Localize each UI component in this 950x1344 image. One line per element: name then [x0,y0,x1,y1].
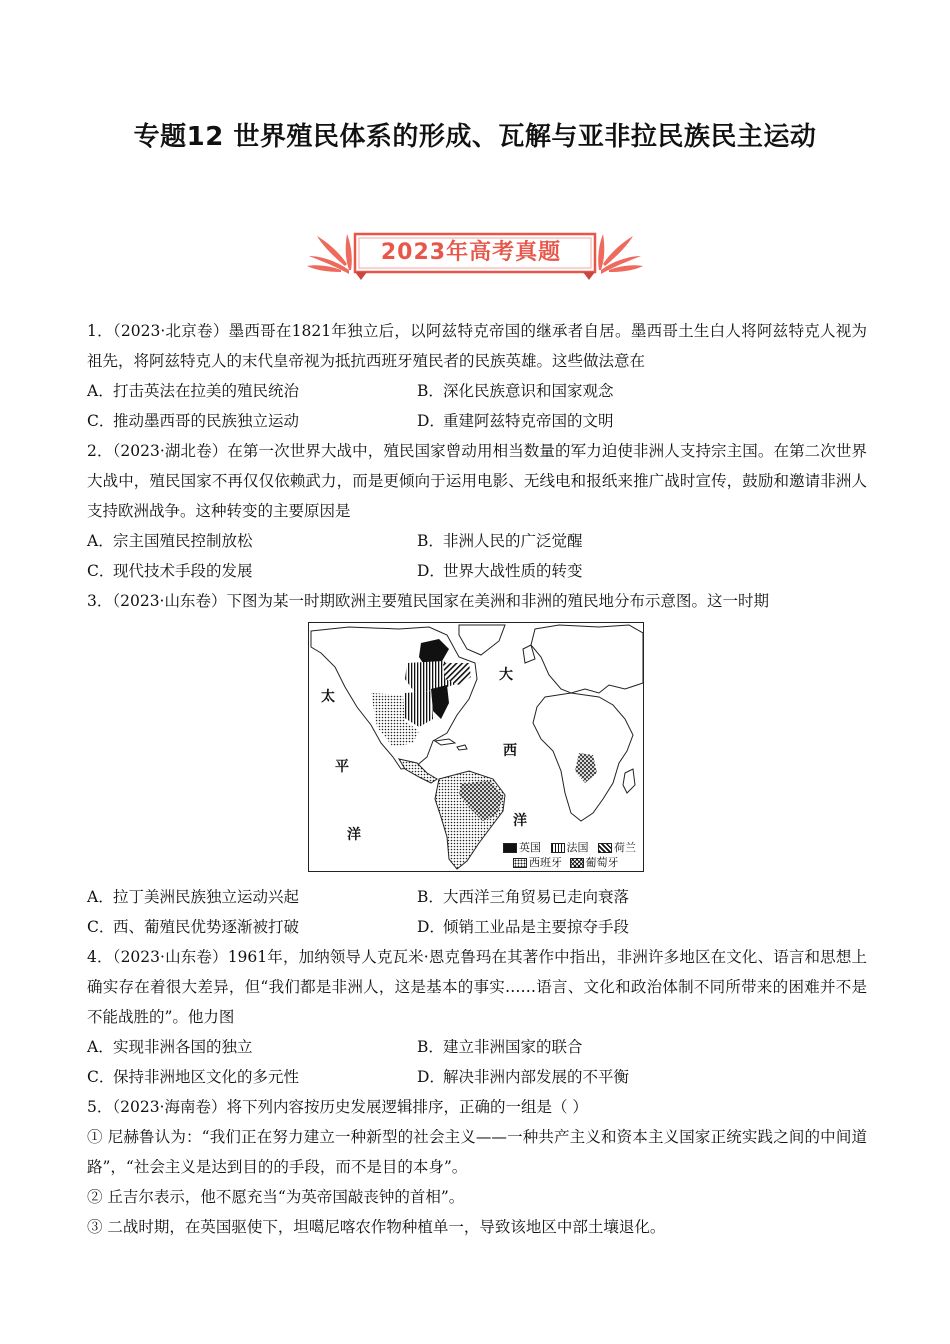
sequence-item-3: ③ 二战时期，在英国驱使下，坦噶尼喀农作物种植单一，导致该地区中部土壤退化。 [87,1218,666,1236]
legend-label: 葡萄牙 [585,856,619,869]
question-stem: 2．（2023·湖北卷）在第一次世界大战中，殖民国家曾动用相当数量的军力迫使非洲人支持宗主国。在第二次世界大战中，殖民国家不再仅仅依赖武力，而是更倾向于运用电影、无线电和报纸来推广战时宣传，鼓励和邀请非洲人支持欧洲战争。这种转变的主要原因是 [87,442,867,520]
option-text: 打击英法在拉美的殖民统治 [113,382,300,400]
option-letter: B． [417,1038,444,1056]
caribbean-island [435,739,455,745]
question-4 [87,942,867,1092]
option-a[interactable] [87,1032,417,1062]
question-5 [87,1092,867,1242]
option-letter: A． [87,1038,114,1056]
option-letter: C． [87,562,115,580]
option-text: 世界大战性质的转变 [443,562,583,580]
option-c[interactable] [87,556,417,586]
option-c[interactable] [87,912,417,942]
sequence-item-2: ② 丘吉尔表示，他不愿充当“为英帝国敲丧钟的首相”。 [87,1188,465,1206]
ocean-label-atlantic-2: 西 [503,743,517,759]
legend-swatch-dots [513,858,527,868]
map-legend-row-2 [513,856,619,869]
map-figure-wrap [87,622,867,880]
legend-item-spain [513,856,562,869]
option-text: 重建阿兹特克帝国的文明 [443,412,614,430]
option-letter: C． [87,918,115,936]
option-d[interactable] [417,1062,747,1092]
caribbean-island [457,745,467,750]
option-letter: C． [87,1068,115,1086]
question-3 [87,586,867,942]
question-stem: 1．（2023·北京卷）墨西哥在1821年独立后，以阿兹特克帝国的继承者自居。墨西哥土生白人将阿兹特克人视为祖先，将阿兹特克人的末代皇帝视为抵抗西班牙殖民者的民族英雄。这些做法意在 [87,322,867,370]
option-a[interactable] [87,526,417,556]
legend-label: 西班牙 [529,856,562,869]
option-d[interactable] [417,912,747,942]
sequence-item-1: ① 尼赫鲁认为：“我们正在努力建立一种新型的社会主义——一种共产主义和资本主义国家正统实践之间的中间道路”，“社会主义是达到目的的手段，而不是目的本身”。 [87,1128,867,1176]
page-title: 专题12 世界殖民体系的形成、瓦解与亚非拉民族民主运动 [133,122,817,152]
option-text: 宗主国殖民控制放松 [113,532,253,550]
ocean-label-pacific-1: 太 [321,689,335,705]
option-text: 推动墨西哥的民族独立运动 [113,412,300,430]
option-b[interactable] [417,526,747,556]
option-c[interactable] [87,1062,417,1092]
ocean-label-pacific-2: 平 [335,759,349,775]
option-letter: D． [417,1068,445,1086]
banner-label: 2023年高考真题 [380,239,562,265]
option-text: 大西洋三角贸易已走向衰落 [443,888,630,906]
legend-item-britain [503,841,541,854]
greenland-shape [459,625,505,655]
option-group [87,882,867,942]
legend-label: 法国 [566,841,589,854]
option-letter: A． [87,382,114,400]
question-stem: 5．（2023·海南卷）将下列内容按历史发展逻辑排序，正确的一组是（ ） [87,1098,588,1116]
option-b[interactable] [417,376,747,406]
option-text: 建立非洲国家的联合 [443,1038,583,1056]
ocean-label-atlantic-3: 洋 [513,813,527,829]
europe-shape [531,625,643,693]
option-text: 非洲人民的广泛觉醒 [443,532,583,550]
question-2 [87,436,867,586]
right-laurel-icon [598,234,643,274]
option-text: 深化民族意识和国家观念 [443,382,614,400]
ocean-label-atlantic-1: 大 [499,667,513,683]
option-letter: B． [417,382,444,400]
legend-swatch-vertical [551,843,565,853]
option-letter: B． [417,532,444,550]
option-group [87,376,867,436]
legend-label: 荷兰 [614,841,636,854]
madagascar [623,769,635,793]
colonial-map [308,622,644,872]
option-group [87,1032,867,1092]
option-text: 保持非洲地区文化的多元性 [113,1068,300,1086]
option-text: 倾销工业品是主要掠夺手段 [443,918,630,936]
option-letter: D． [417,918,445,936]
option-text: 现代技术手段的发展 [113,562,253,580]
legend-swatch-cross [570,858,584,868]
option-b[interactable] [417,882,747,912]
question-1 [87,316,867,436]
option-letter: D． [417,562,445,580]
option-letter: D． [417,412,445,430]
ocean-label-pacific-3: 洋 [347,827,361,843]
option-d[interactable] [417,556,747,586]
legend-item-portugal [570,856,619,869]
option-group [87,526,867,586]
legend-label: 英国 [519,841,541,854]
option-c[interactable] [87,406,417,436]
map-legend-row-1 [503,841,636,854]
option-b[interactable] [417,1032,747,1062]
option-text: 西、葡殖民优势逐渐被打破 [113,918,300,936]
option-letter: C． [87,412,115,430]
option-letter: B． [417,888,444,906]
option-text: 实现非洲各国的独立 [113,1038,253,1056]
option-text: 拉丁美洲民族独立运动兴起 [113,888,300,906]
option-a[interactable] [87,376,417,406]
legend-swatch-solid [503,843,517,853]
option-text: 解决非洲内部发展的不平衡 [443,1068,630,1086]
question-list [87,316,867,1242]
legend-item-netherlands [598,841,636,854]
question-stem: 3．（2023·山东卷）下图为某一时期欧洲主要殖民国家在美洲和非洲的殖民地分布示意图。这一时期 [87,592,769,610]
option-d[interactable] [417,406,747,436]
question-stem: 4．（2023·山东卷）1961年，加纳领导人克瓦米·恩克鲁玛在其著作中指出，非洲许多地区在文化、语言和思想上确实存在着很大差异，但“我们都是非洲人，这是基本的事实……语言、文化和政治体制不同所带来的困难并不是不能战胜的”。他力图 [87,948,867,1026]
option-letter: A． [87,532,114,550]
option-letter: A． [87,888,114,906]
left-laurel-icon [307,234,352,274]
option-a[interactable] [87,882,417,912]
legend-item-france [551,841,589,854]
legend-swatch-diagonal [598,843,612,853]
